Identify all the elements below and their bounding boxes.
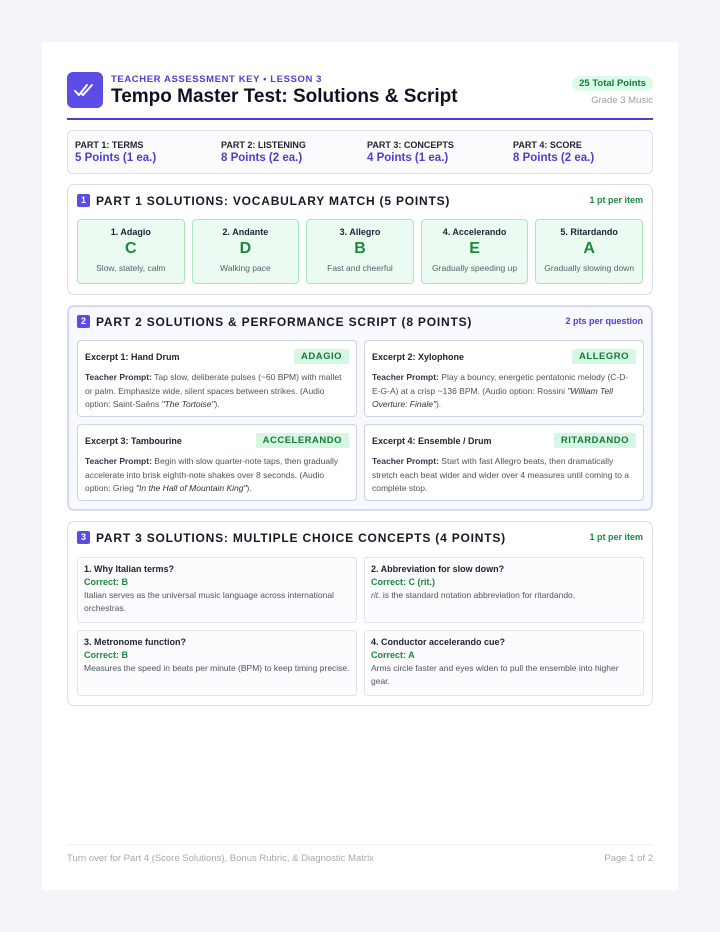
answer-explanation: Arms circle faster and eyes widen to pull the ensemble into higher gear. [371,663,619,686]
tempo-answer-badge: RITARDANDO [554,433,636,448]
vocab-term: 4. Accelerando [442,227,507,237]
section-title: PART 2 SOLUTIONS & PERFORMANCE SCRIPT (8 POINTS) [96,315,473,329]
summary-value: 5 Points (1 ea.) [75,152,157,164]
vocab-term: 3. Allegro [339,227,381,237]
vocab-answer: A [583,240,595,257]
page-title: Tempo Master Test: Solutions & Script [111,86,458,107]
excerpt-card [77,340,357,417]
teacher-prompt: Teacher Prompt: Play a bouncy, energetic pentatonic melody (C-D-E-G-A) at a crisp ~136 BPM. (Audio option: Rossini "William Tell Overture: Finale"). [372,372,629,409]
excerpt-card [77,424,357,501]
summary-value: 4 Points (1 ea.) [367,152,449,164]
vocab-tile [306,219,414,284]
summary-label: PART 3: CONCEPTS [367,140,454,150]
section-title: PART 1 SOLUTIONS: VOCABULARY MATCH (5 POINTS) [96,194,451,208]
section-points-rule: 1 pt per item [589,532,643,542]
correct-answer: Correct: B [84,650,129,660]
vocab-answer: E [469,240,480,257]
section-number: 1 [77,194,90,207]
mc-question-card [77,630,357,696]
vocab-tile [77,219,185,284]
vocab-definition: Slow, stately, calm [96,263,166,273]
tempo-answer-badge: ACCELERANDO [256,433,349,448]
vocab-definition: Walking pace [220,263,271,273]
summary-part-1 [68,131,214,173]
excerpt-card [364,424,644,501]
summary-value: 8 Points (2 ea.) [513,152,595,164]
excerpt-title: Excerpt 2: Xylophone [372,352,465,362]
question-text: 4. Conductor accelerando cue? [371,637,506,647]
summary-value: 8 Points (2 ea.) [221,152,303,164]
part2-section [67,305,653,511]
excerpt-title: Excerpt 4: Ensemble / Drum [372,436,492,446]
section-title: PART 3 SOLUTIONS: MULTIPLE CHOICE CONCEPTS (4 POINTS) [96,531,506,545]
answer-explanation: Measures the speed in beats per minute (BPM) to keep timing precise. [84,663,350,673]
part1-section [67,184,653,295]
page-header [67,70,653,120]
summary-label: PART 4: SCORE [513,140,582,150]
vocab-tile [421,219,529,284]
vocab-definition: Gradually slowing down [544,263,635,273]
part3-section [67,521,653,706]
summary-part-3 [360,131,506,173]
vocab-term: 5. Ritardando [560,227,618,237]
teacher-prompt: Teacher Prompt: Begin with slow quarter-note taps, then gradually accelerate into brisk eighth-note shakes over 8 seconds. (Audio option: Grieg "In the Hall of Mountain King"). [85,456,339,493]
vocab-answer: B [354,240,366,257]
summary-part-4 [506,131,652,173]
excerpt-card [364,340,644,417]
excerpt-title: Excerpt 3: Tambourine [85,436,182,446]
answer-explanation: rit. is the standard notation abbreviation for ritardando. [371,590,576,600]
summary-label: PART 2: LISTENING [221,140,306,150]
tempo-answer-badge: ALLEGRO [572,349,636,364]
header-kicker: TEACHER ASSESSMENT KEY • LESSON 3 [111,74,323,85]
question-text: 2. Abbreviation for slow down? [371,564,505,574]
vocab-tiles [77,219,643,284]
section-number: 2 [77,315,90,328]
correct-answer: Correct: B [84,577,129,587]
correct-answer: Correct: C (rit.) [371,577,436,587]
double-check-icon [67,72,103,108]
vocab-definition: Gradually speeding up [432,263,518,273]
mc-question-card [364,630,644,696]
vocab-definition: Fast and cheerful [327,263,393,273]
vocab-term: 1. Adagio [110,227,151,237]
summary-label: PART 1: TERMS [75,140,144,150]
section-header [77,315,643,329]
points-summary [67,130,653,174]
question-text: 1. Why Italian terms? [84,564,175,574]
correct-answer: Correct: A [371,650,415,660]
section-points-rule: 1 pt per item [589,195,643,205]
question-text: 3. Metronome function? [84,637,186,647]
page-footer [67,844,653,864]
teacher-prompt: Teacher Prompt: Start with fast Allegro beats, then dramatically stretch each beat wider and wider over 4 measures until coming to a complete stop. [372,456,630,493]
vocab-tile [192,219,300,284]
excerpt-title: Excerpt 1: Hand Drum [85,352,180,362]
grade-label: Grade 3 Music [591,95,653,106]
footer-note: Turn over for Part 4 (Score Solutions), Bonus Rubric, & Diagnostic Matrix [67,853,374,864]
section-points-rule: 2 pts per question [565,316,643,326]
vocab-answer: D [239,240,252,257]
section-header [77,194,643,208]
section-number: 3 [77,531,90,544]
vocab-answer: C [125,240,137,257]
vocab-term: 2. Andante [222,227,269,237]
page-number: Page 1 of 2 [604,853,653,864]
total-points-badge: 25 Total Points [572,76,653,91]
section-header [77,531,643,545]
answer-explanation: Italian serves as the universal music language across international orchestras. [84,590,334,613]
tempo-answer-badge: ADAGIO [294,349,349,364]
summary-part-2 [214,131,360,173]
teacher-prompt: Teacher Prompt: Tap slow, deliberate pulses (~60 BPM) with mallet or palm. Emphasize wide, silent spaces between strikes. (Audio option: Saint-Saëns "The Tortoise"). [85,372,342,409]
vocab-tile [535,219,643,284]
mc-question-card [364,557,644,623]
answer-key-page [42,42,678,890]
mc-question-card [77,557,357,623]
